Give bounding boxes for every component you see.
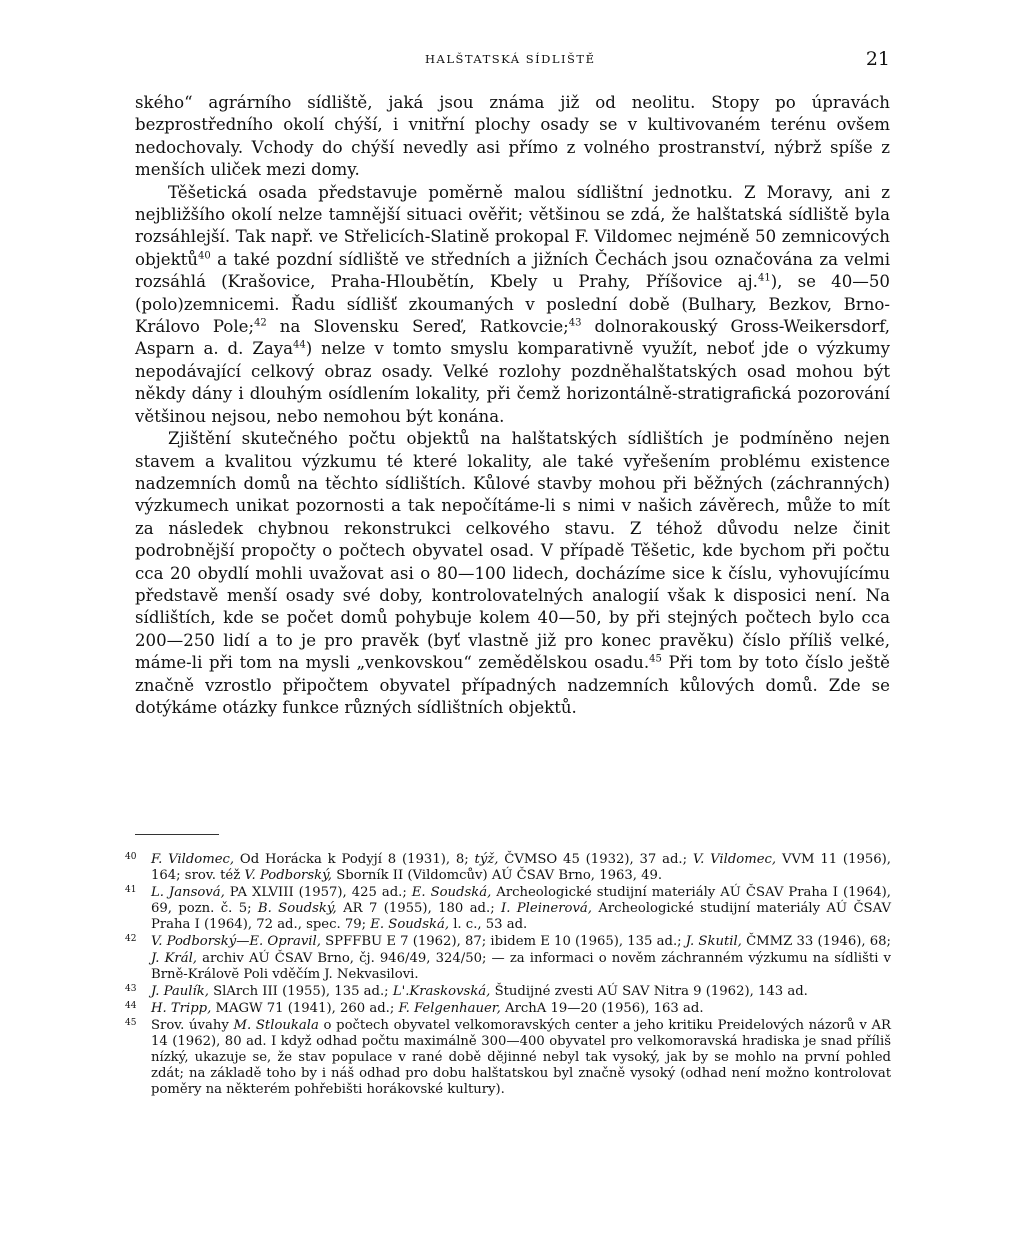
author-name: L. Jansová,: [151, 885, 225, 901]
footnote: [125, 885, 891, 933]
footnote-number: 43: [125, 983, 137, 994]
text-run: Archeologické studijní materiály AÚ ČSAV Praha I (1964), 72 ad., spec. 79;: [151, 901, 891, 933]
text-run: dolnorakouský Gross-Weikersdorf, Asparn a. d. Zaya: [135, 317, 890, 359]
footnote: [125, 934, 891, 982]
author-name: F. Felgenhauer,: [398, 1000, 501, 1016]
footnote-number: 40: [125, 852, 137, 862]
footnote-ref: 43: [568, 317, 582, 329]
footnote: [125, 1018, 891, 1098]
author-name: V. Podborský—E. Opravil,: [151, 934, 321, 950]
text-run: archiv AÚ ČSAV Brno, čj. 946/49, 324/50; — za informaci o nověm záchranném výzkumu na sídlišti v Brně-Královĕ Poli vděčím J. Nekvasilovi.: [151, 950, 891, 982]
text-run: ), se 40—50 (polo)zemnicemi. Řadu sídlišť zkoumaných v poslední době (Bulhary, Bezkov, Brno-Královo Pole;: [135, 272, 890, 337]
text-run: SPFFBU E 7 (1962), 87; ibidem E 10 (1965), 135 ad.;: [320, 934, 686, 950]
footnote-ref: 42: [254, 317, 267, 329]
text-run: Těšetická osada představuje poměrně malou sídlištní jednotku. Z Moravy, ani z nejbližšího okolí nelze tamnější situaci ověřit; většinou se zdá, že halštatská sídliště byla rozsáhlejší. Tak např. ve Střelicích-Slatině prokopal F. Vildomec nejméně 50 zemnicových objektů: [135, 182, 890, 269]
text-run: Zjištění skutečného počtu objektů na halštatských sídlištích je podmíněno nejen stavem a kvalitou výzkumu té které lokality, ale také vyřešením problému existence nadzemních domů na těchto sídlištích. Kůlové stavby mohou při běžných (záchranných) výzkumech unikat pozornosti a tak nepočítáme-li s nimi v našich závěrech, může to mít za následek chybnou rekonstrukci celkového stavu. Z téhož důvodu nelze činit podrobnější propočty o počtech obyvatel osad. V případě Těšetic, kde bychom při počtu cca 20 obydlí mohli uvažovat asi o 80—100 lidech, docházíme sice k číslu, vyhovujícímu představě menší osady své doby, kontrolovatelných analogií však k disposici není. Na sídlištích, kde se počet domů pohybuje kolem 40—50, by při stejných počtech bylo cca 200—250 lidí a to je pro pravěk (byť vlastně již pro konec pravěku) číslo příliš velké, máme-li při tom na mysli „venkovskou“ zemědělskou osadu.: [135, 429, 890, 673]
footnote-number: 41: [125, 885, 137, 896]
footnote-number: 42: [125, 934, 137, 945]
author-name: J. Skutil,: [685, 934, 742, 950]
author-name: J. Král,: [151, 950, 198, 966]
body-text: [135, 92, 890, 719]
text-run: Študijné zvesti AÚ SAV Nitra 9 (1962), 143 ad.: [490, 983, 808, 999]
text-run: PA XLVIII (1957), 425 ad.;: [224, 885, 412, 901]
footnote: [125, 1001, 891, 1017]
text-run: SlArch III (1955), 135 ad.;: [208, 983, 393, 999]
author-name: I. Pleinerová,: [501, 901, 592, 917]
footnote: [125, 852, 891, 884]
text-run: na Slovensku Sereď, Ratkovcie;: [266, 317, 569, 337]
text-run: MAGW 71 (1941), 260 ad.;: [211, 1000, 399, 1016]
text-run: VVM 11 (1956), 164; srov. též: [151, 852, 891, 884]
author-name: týž,: [474, 852, 499, 867]
footnote-number: 44: [125, 1000, 137, 1011]
footnotes: [125, 852, 891, 1099]
footnote-ref: 41: [757, 272, 771, 284]
author-name: H. Tripp,: [151, 1000, 212, 1016]
author-name: E. Soudská,: [370, 917, 450, 933]
text-run: Archeologické studijní materiály AÚ ČSAV Praha I (1964), 69, pozn. č. 5;: [151, 885, 891, 917]
text-run: Od Horácka k Podyjí 8 (1931), 8;: [234, 852, 475, 867]
text-run: ) nelze v tomto smyslu komparativně využít, neboť jde o výzkumy nepodávající celkový obraz osady. Velké rozlohy pozdněhalštatských osad mohou být někdy dány i dlouhým osídlením lokality, při čemž horizontálně-stratigrafická pozorování většinou nejsou, nebo nemohou být konána.: [135, 339, 890, 426]
text-run: Sborník II (Vildomcův) AÚ ČSAV Brno, 1963, 49.: [332, 868, 663, 884]
text-run: ArchA 19—20 (1956), 163 ad.: [500, 1000, 704, 1016]
footnote-ref: 45: [649, 653, 662, 665]
footnote-ref: 44: [293, 339, 306, 351]
footnote-number: 45: [125, 1017, 137, 1028]
paragraph-2: [135, 182, 890, 428]
author-name: F. Vildomec,: [151, 852, 235, 867]
text-run: Při tom by toto číslo ještě značně vzrostlo připočtem obyvatel případných nadzemních kůlových domů. Zde se dotýkáme otázky funkce různých sídlištních objektů.: [135, 653, 890, 717]
author-name: V. Podborský,: [244, 868, 332, 884]
author-name: E. Soudská,: [411, 885, 492, 901]
paragraph-1: ského“ agrárního sídliště, jaká jsou známa již od neolitu. Stopy po úpravách bezprostředního okolí chýší, i vnitřní plochy osady se v kultivovaném terénu ovšem nedochovaly. Vchody do chýší nevedly asi přímo z volného prostranství, nýbrž spíše z menších uliček mezi domy.: [135, 93, 890, 180]
footnote: [125, 984, 891, 1000]
text-run: ČMMZ 33 (1946), 68;: [741, 934, 891, 950]
author-name: B. Soudský,: [257, 901, 337, 917]
text-run: l. c., 53 ad.: [449, 917, 528, 933]
footnote-divider: [135, 834, 219, 835]
running-head: HALŠTATSKÁ SÍDLIŠTĚ: [425, 52, 596, 66]
text-run: ČVMSO 45 (1932), 37 ad.;: [498, 852, 693, 867]
author-name: V. Vildomec,: [692, 852, 777, 867]
author-name: J. Paulík,: [151, 983, 209, 999]
page-header: [135, 50, 890, 74]
footnote-ref: 40: [198, 250, 211, 262]
paragraph-3: [135, 428, 890, 719]
text-run: Srov. úvahy: [151, 1017, 234, 1033]
text-run: AR 7 (1955), 180 ad.;: [336, 901, 502, 917]
text-run: o počtech obyvatel velkomoravských center a jeho kritiku Preidelových názorů v AR 14 (1962), 80 ad. I když odhad počtu maximálně 300—400 obyvatel pro velkomoravská hradiska je snad příliš nízký, ukazuje se, že stav populace v rané době dějinné nebyl tak vysoký, jak by se mohlo na první pohled zdát; na základě toho by i náš odhad pro dobu halštatskou byl značně vysoký (odhad není možno kontrolovat poměry na některém pohřebišti horákovské kultury).: [151, 1017, 891, 1098]
author-name: M. Stloukala: [233, 1017, 319, 1033]
author-name: L'.Kraskovská,: [392, 983, 491, 999]
text-run: a také pozdní sídliště ve středních a jižních Čechách jsou označována za velmi rozsáhlá (Krašovice, Praha-Hloubětín, Kbely u Prahy, Příšovice aj.: [135, 249, 890, 292]
page-number: 21: [865, 48, 890, 70]
